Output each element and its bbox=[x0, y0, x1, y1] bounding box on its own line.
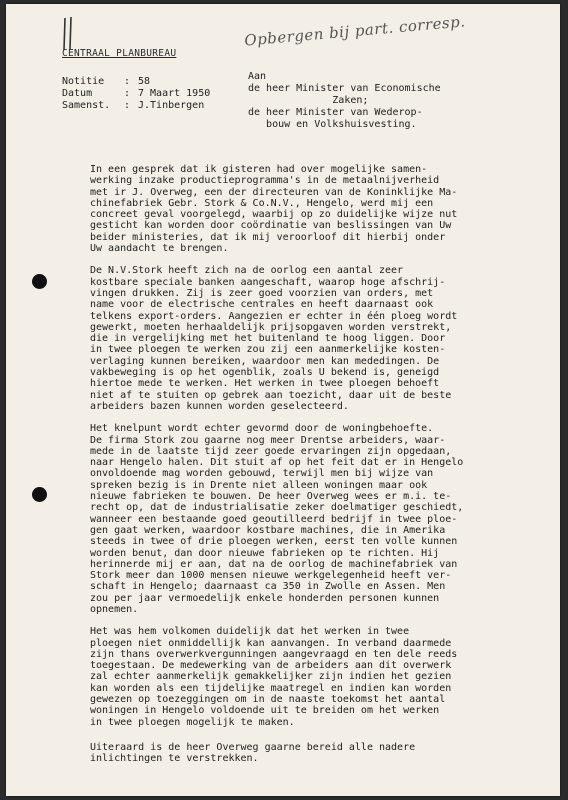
pen-mark bbox=[62, 16, 74, 52]
meta-value: 7 Maart 1950 bbox=[138, 88, 211, 99]
addressee-to: Aan bbox=[248, 71, 267, 82]
meta-row-samenst: Samenst. : J.Tinbergen bbox=[62, 100, 205, 111]
addressee-line: de heer Minister van Wederop- bbox=[248, 107, 423, 118]
meta-value: J.Tinbergen bbox=[138, 100, 205, 111]
meta-label: Samenst. bbox=[62, 100, 111, 111]
meta-row-datum: Datum : 7 Maart 1950 bbox=[62, 88, 211, 99]
handwritten-note: Opbergen bij part. corresp. bbox=[243, 12, 467, 50]
meta-value: 58 bbox=[138, 76, 151, 87]
memo-metadata bbox=[62, 76, 210, 112]
addressee-line: bouw en Volkshuisvesting. bbox=[248, 119, 417, 130]
punch-hole bbox=[32, 274, 47, 289]
paragraph: Uiteraard is de heer Overweg gaarne bereid alle nadere inlichtingen te verstrekken. bbox=[90, 741, 416, 765]
paragraph: Het knelpunt wordt echter gevormd door de woningbehoefte. De firma Stork zou gaarne nog meer Drentse arbeiders, waar- mede in de laatste tijd zeer goede ervaringen zijn opgedaan, naar Hengelo halen. Dit stuit af op het feit dat er in Hengelo onvoldoende mag worden gebouwd, terwijl men bij wijze van spreken bezig is in Drente niet alleen woningen maar ook nieuwe fabrieken te bouwen. De heer Overweg wees er m.i. te- recht op, dat de industrialisatie zeker doelmatiger geschiedt, wanneer een bestaande goed geoutilleerd bedrijf in twee ploe- gen gaat werken, waardoor kostbare machines, die in Amerika steeds in twee of drie ploegen werken, eerst ten volle kunnen worden benut, dan door nieuwe fabrieken op te richten. Hij herinnerde mij er aan, dat na de oorlog de machinefabriek van Stork meer dan 1000 mensen nieuwe werkgelegenheid heeft ver- schaft in Hengelo; daarnaast ca 350 in Zwolle en Assen. Men zou per jaar vermoedelijk enkele honderden personen kunnen opnemen. bbox=[90, 423, 464, 615]
document-page bbox=[6, 4, 560, 796]
paragraph: Het was hem volkomen duidelijk dat het werken in twee ploegen niet onmiddellijk kan aanvangen. In verband daarmede zijn thans overwerkvergunningen aangevraagd en ten dele reeds toegestaan. De medewerking van de arbeiders aan dit overwerk zal echter aanmerkelijk gemakkelijker zijn indien het gezien kan worden als een tijdelijke maatregel en indien kan worden gewezen op toezeggingen om in de naaste toekomst het aantal woningen in Hengelo voldoende uit te breiden om het werken in twee ploegen mogelijk te maken. bbox=[90, 626, 458, 728]
memo-body bbox=[90, 164, 530, 776]
paragraph: In een gesprek dat ik gisteren had over mogelijke samen- werking inzake productieprogramma's in de metaalnijverheid met ir J. Overweg, een der directeuren van de Koninklijke Ma- chinefabriek Gebr. Stork & Co.N.V., Hengelo, werd mij een concreet geval voorgelegd, waarbij op zo duidelijke wijze nut gesticht kan worden door coördinatie van beslissingen van Uw beider ministeries, dat ik mij veroorloof dit hierbij onder Uw aandacht te brengen. bbox=[90, 164, 458, 255]
addressee-line: de heer Minister van Economische bbox=[248, 83, 441, 94]
meta-row-notitie: Notitie : 58 bbox=[62, 76, 151, 87]
meta-label: Datum bbox=[62, 88, 93, 99]
addressee-block bbox=[248, 71, 441, 131]
meta-label: Notitie bbox=[62, 76, 105, 87]
punch-hole bbox=[32, 487, 47, 502]
organization-header: CENTRAAL PLANBUREAU bbox=[62, 48, 177, 59]
paragraph: De N.V.Stork heeft zich na de oorlog een aantal zeer kostbare speciale banken aangeschaft, waarop hoge afschrij- vingen drukken. Zij is zeer goed voorzien van orders, met name voor de electrische centrales en heeft daarnaast ook telkens export-orders. Aangezien er echter in één ploeg wordt gewerkt, moeten herhaaldelijk prijsopgaven worden verstrekt, die in vergelijking met het buitenland te hoog liggen. Door in twee ploegen te werken zou zij een aanmerkelijke kosten- verlaging kunnen bereiken, waardoor men kan mededingen. De vakbeweging is op het ogenblik, zoals U bekend is, geneigd hiertoe mede te werken. Het werken in twee ploegen behoeft niet af te stuiten op gebrek aan toezicht, daar uit de beste arbeiders bazen kunnen worden geselecteerd. bbox=[90, 265, 458, 412]
addressee-line: Zaken; bbox=[248, 95, 369, 106]
